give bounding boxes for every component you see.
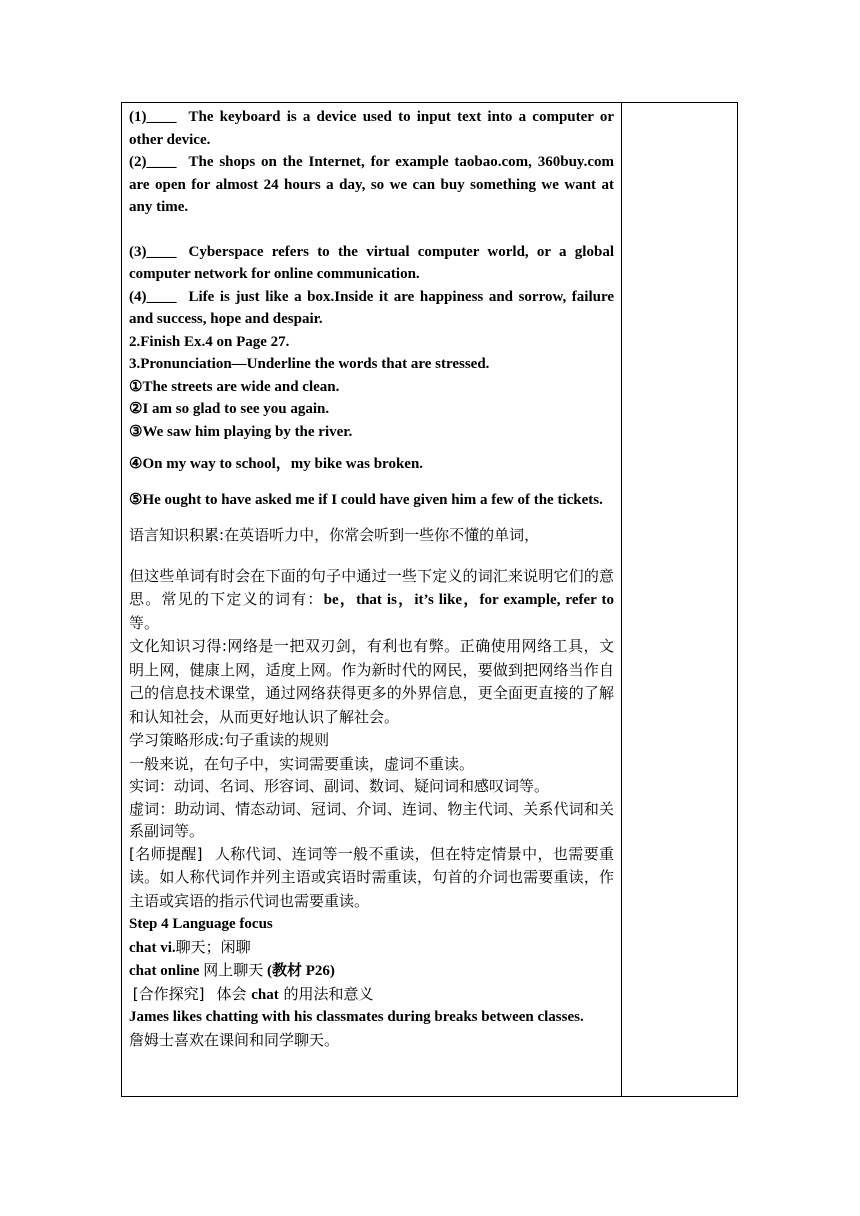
culture-text: 网络是一把双刃剑，有利也有弊。正确使用网络工具，文明上网，健康上网，适度上网。作为新时代的网民，要做到把网络当作自己的信息技术课堂，通过网络获得更多的外界信息，更全面更直接的了解和认知社会，从而更好地认识了解社会。	[129, 637, 614, 726]
word-headword: chat vi.	[129, 939, 176, 956]
teacher-tip	[129, 843, 614, 914]
statement-2-text: The shops on the Internet, for example taobao.com, 360buy.com are open for almost 24 hours a day, so we can buy something we want at any time.	[129, 154, 614, 215]
pronunciation-sentence-1: ①The streets are wide and clean.	[129, 378, 340, 395]
culture-paragraph	[129, 635, 614, 729]
step-heading: Step 4 Language focus	[129, 916, 273, 932]
knowledge-line-2	[129, 565, 614, 636]
knowledge-line-1	[129, 524, 614, 548]
explore-label: [合作探究]	[132, 984, 205, 1003]
function-words-note: 虚词：助动词、情态动词、冠词、介词、连词、物主代词、关系代词和关系副词等。	[129, 799, 614, 840]
phrase-source: (教材 P26)	[266, 963, 335, 979]
phrase-text: chat online	[129, 963, 204, 979]
knowledge-text-1: 在英语听力中，你常会听到一些你不懂的单词，	[224, 526, 540, 544]
pronunciation-sentence-2: ②I am so glad to see you again.	[129, 401, 330, 417]
knowledge-label: 语言知识积累:	[129, 526, 225, 544]
knowledge-text-end: 等。	[129, 613, 160, 632]
content-words-note: 实词：动词、名词、形容词、副词、数词、疑问词和感叹词等。	[129, 777, 550, 795]
statement-1-number: (1)____	[129, 109, 177, 125]
phrase-entry	[129, 959, 614, 983]
pronunciation-sentence-5: ⑤He ought to have asked me if I could have given him a few of the tickets.	[129, 491, 603, 508]
statement-2-number: (2)____	[129, 154, 177, 170]
pronunciation-heading: 3.Pronunciation—Underline the words that are stressed.	[129, 356, 490, 372]
finish-exercise: 2.Finish Ex.4 on Page 27.	[129, 333, 290, 350]
strategy-rule: 一般来说，在句子中，实词需要重读，虚词不重读。	[129, 754, 475, 773]
explore-text-1: 体会	[216, 984, 252, 1003]
explore-text-2: 的用法和意义	[278, 984, 374, 1003]
column-divider	[621, 103, 622, 1096]
statement-4-text: Life is just like a box.Inside it are happiness and sorrow, failure and success, hope and despair.	[129, 288, 614, 327]
statement-3-number: (3)____	[129, 243, 177, 260]
explore-line	[129, 983, 614, 1007]
example-translation: 詹姆士喜欢在课间和同学聊天。	[129, 1030, 340, 1049]
word-meaning: 聊天；闲聊	[175, 937, 251, 956]
knowledge-text-2: 但这些单词有时会在下面的句子中通过一些下定义的词汇来说明它们的意思。常见的下定义的词有：	[129, 566, 614, 608]
teacher-tip-text: 人称代词、连词等一般不重读，但在特定情景中，也需要重读。如人称代词作并列主语或宾语时需重读，句首的介词也需要重读，作主语或宾语的指示代词也需要重读。	[129, 844, 614, 910]
statement-4	[129, 286, 614, 331]
pronunciation-sentence-3: ③We saw him playing by the river.	[129, 423, 353, 440]
teacher-tip-label: [名师提醒]	[129, 844, 203, 863]
strategy-label: 学习策略形成:	[129, 731, 225, 749]
explore-word: chat	[251, 986, 279, 1003]
statement-4-number: (4)____	[129, 288, 177, 305]
example-sentence: James likes chatting with his classmates during breaks between classes.	[129, 1009, 584, 1025]
pronunciation-sentence-4: ④On my way to school，my bike was broken.	[129, 456, 424, 472]
strategy-heading	[129, 729, 614, 753]
knowledge-definition-words: be，that is，it’s like，for example, refer to	[323, 592, 614, 608]
phrase-meaning: 网上聊天	[203, 961, 264, 979]
statement-3-text: Cyberspace refers to the virtual computer world, or a global computer network for online communication.	[129, 243, 614, 282]
strategy-title: 句子重读的规则	[224, 731, 330, 749]
content-cell	[129, 106, 614, 1051]
statement-1	[129, 106, 614, 151]
statement-3	[129, 241, 614, 286]
lesson-table	[121, 102, 738, 1097]
statement-2	[129, 151, 614, 219]
statement-1-text: The keyboard is a device used to input text into a computer or other device.	[129, 109, 614, 148]
word-entry	[129, 936, 614, 960]
culture-label: 文化知识习得:	[129, 637, 227, 655]
